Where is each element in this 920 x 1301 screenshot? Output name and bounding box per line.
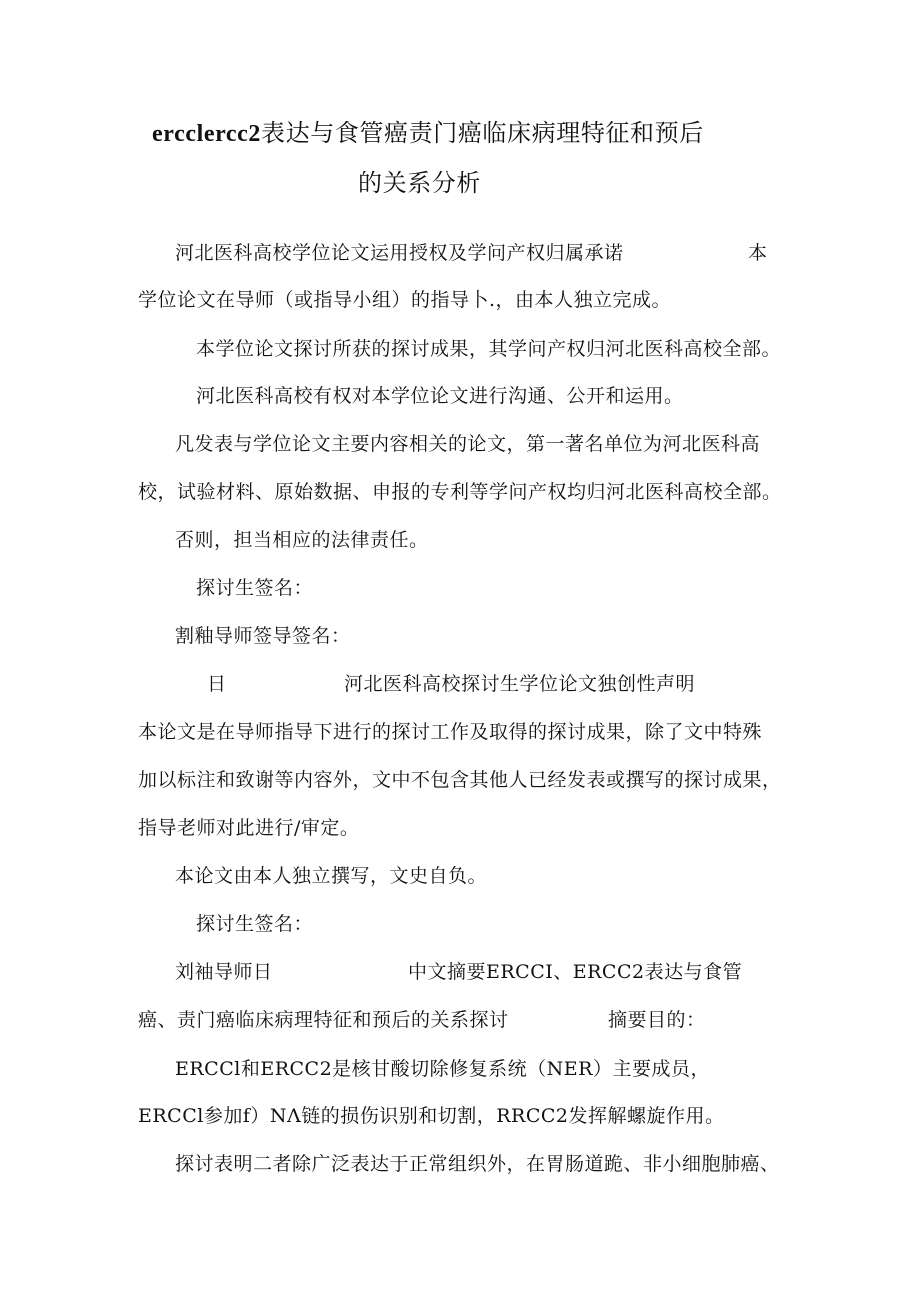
document-title-line-1	[152, 118, 704, 149]
paragraph-line: 本学位论文探讨所获的探讨成果，其学问产权归河北医科高校全部。	[196, 338, 782, 360]
advisor-signature-label: 割釉导师签导签名：	[175, 625, 351, 647]
paragraph-line: 本论文由本人独立撰写，文史自负。	[175, 865, 488, 887]
title-gene-prefix: ercclercc2	[152, 121, 262, 147]
license-heading: 河北医科高校学位论文运用授权及学问产权归属承诺	[175, 242, 624, 264]
originality-heading: 河北医科高校探讨生学位论文独创性声明	[344, 673, 696, 695]
paragraph-line: ERCCl和ERCC2是核甘酸切除修复系统（NER）主要成员，	[175, 1058, 710, 1080]
paragraph-line: 校，试验材料、原始数据、申报的专利等学问产权均归河北医科高校全部。	[138, 481, 782, 503]
document-title-line-2	[358, 168, 481, 198]
paragraph-line: 学位论文在导师（或指导小组）的指导卜.，由本人独立完成。	[138, 289, 672, 311]
advisor-date-label: 刘袖导师日	[175, 961, 273, 983]
title-text-1: 表达与食管癌责门癌临床病理特征和预后	[261, 119, 704, 147]
title-text-2: 的关系分析	[358, 169, 481, 197]
paragraph-line: 否则，担当相应的法律责任。	[175, 529, 429, 551]
signature-label: 探讨生签名：	[196, 577, 314, 599]
paragraph-line: 加以标注和致谢等内容外，文中不包含其他人已经发表或撰写的探讨成果，	[138, 769, 782, 791]
paragraph-line: 指导老师对此进行/审定。	[138, 817, 360, 839]
paragraph-line: 河北医科高校有权对本学位论文进行沟通、公开和运用。	[196, 385, 684, 407]
paragraph-line: 探讨表明二者除广泛表达于正常组织外，在胃肠道跪、非小细胞肺癌、	[175, 1153, 780, 1175]
abstract-heading: 中文摘要ERCCI、ERCC2表达与食管	[408, 961, 743, 983]
abstract-heading-cont: 癌、责门癌临床病理特征和预后的关系探讨	[138, 1009, 509, 1031]
paragraph-line: 本论文是在导师指导下进行的探讨工作及取得的探讨成果，除了文中特殊	[138, 721, 763, 743]
signature-label: 探讨生签名：	[196, 913, 314, 935]
paragraph-line: ERCCl参加f）NΛ链的损伤识别和切割，RRCC2发挥解螺旋作用。	[138, 1105, 725, 1127]
date-label: 日	[207, 673, 227, 695]
abstract-purpose-label: 摘要目的：	[608, 1009, 706, 1031]
paragraph-line: 凡发表与学位论文主要内容相关的论文，第一著名单位为河北医科高	[175, 433, 761, 455]
license-heading-tail: 本	[748, 242, 768, 264]
